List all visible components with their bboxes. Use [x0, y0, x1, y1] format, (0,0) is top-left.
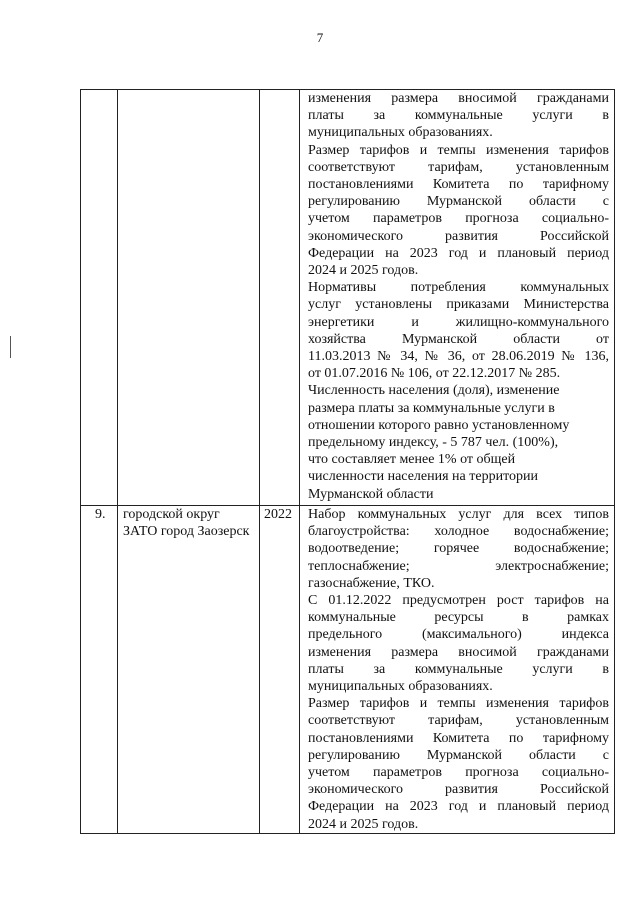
text-line: учетом параметров прогноза социально-: [308, 765, 609, 781]
cell-description: [300, 90, 615, 506]
text-line: хозяйства Мурманской области от: [308, 331, 609, 347]
text-line: муниципальных образованиях.: [308, 679, 493, 695]
text-line: С 01.12.2022 предусмотрен рост тарифов на: [308, 593, 609, 609]
text-line: численности населения на территории: [308, 469, 538, 485]
text-line: регулированию Мурманской области с: [308, 194, 609, 210]
paragraph: [308, 506, 609, 592]
text-line: платы за коммунальные услуги в: [308, 108, 609, 124]
text-line: учетом параметров прогноза социально-: [308, 211, 609, 227]
text-line: платы за коммунальные услуги в: [308, 661, 609, 677]
text-line: теплоснабжение; электроснабжение;: [308, 558, 609, 574]
paragraph: [308, 279, 609, 382]
table-row: [81, 506, 615, 834]
text-line: соответствуют тарифам, установленным: [308, 713, 609, 729]
text-line: 2024 и 2025 годов.: [308, 263, 419, 279]
paragraph: [308, 695, 609, 833]
text-line: 11.03.2013 № 34, № 36, от 28.06.2019 № 136,: [308, 349, 609, 365]
cell-number: [81, 90, 118, 506]
text-line: постановлениями Комитета по тарифному: [308, 177, 609, 193]
text-line: изменения размера вносимой гражданами: [308, 644, 609, 660]
text-line: предельного (максимального) индекса: [308, 627, 609, 643]
text-line: Мурманской области: [308, 486, 434, 502]
paragraph: [308, 142, 609, 280]
text-line: постановлениями Комитета по тарифному: [308, 730, 609, 746]
text-line: экономического развития Российской: [308, 782, 609, 798]
cell-municipality: городской округ ЗАТО город Заозерск: [118, 506, 260, 834]
text-line: Размер тарифов и темпы изменения тарифов: [308, 696, 609, 712]
text-line: энергетики и жилищно-коммунального: [308, 314, 609, 330]
paragraph: [308, 382, 609, 502]
text-line: Нормативы потребления коммунальных: [308, 280, 609, 296]
text-line: благоустройства: холодное водоснабжение;: [308, 524, 609, 540]
description-text: [308, 90, 609, 503]
cell-year: [260, 90, 300, 506]
scan-margin-mark: [10, 336, 11, 358]
text-line: Набор коммунальных услуг для всех типов: [308, 507, 609, 522]
text-line: экономического развития Российской: [308, 228, 609, 244]
cell-description: [300, 506, 615, 834]
cell-municipality: [118, 90, 260, 506]
text-line: изменения размера вносимой гражданами: [308, 91, 609, 106]
table-row-continued: [81, 90, 615, 506]
text-line: Федерации на 2023 год и плановый период: [308, 799, 609, 815]
text-line: Федерации на 2023 год и плановый период: [308, 245, 609, 261]
text-line: водоотведение; горячее водоснабжение;: [308, 541, 609, 557]
text-line: газоснабжение, ТКО.: [308, 575, 435, 591]
text-line: что составляет менее 1% от общей: [308, 452, 516, 468]
text-line: коммунальные ресурсы в рамках: [308, 610, 609, 626]
text-line: Размер тарифов и темпы изменения тарифов: [308, 142, 609, 158]
text-line: муниципальных образованиях.: [308, 125, 493, 141]
text-line: размера платы за коммунальные услуги в: [308, 400, 555, 416]
paragraph: [308, 90, 609, 142]
cell-year: 2022: [260, 506, 300, 834]
text-line: Численность населения (доля), изменение: [308, 383, 560, 399]
text-line: 2024 и 2025 годов.: [308, 816, 419, 832]
paragraph: [308, 592, 609, 695]
text-line: соответствуют тарифам, установленным: [308, 159, 609, 175]
text-line: от 01.07.2016 № 106, от 22.12.2017 № 285.: [308, 366, 561, 382]
text-line: предельному индексу, - 5 787 чел. (100%),: [308, 435, 559, 451]
tariff-table: [80, 89, 615, 834]
text-line: отношении которого равно установленному: [308, 417, 570, 433]
page-number: 7: [316, 30, 324, 45]
text-line: услуг установлены приказами Министерства: [308, 297, 609, 313]
text-line: регулированию Мурманской области с: [308, 747, 609, 763]
description-text: [308, 506, 609, 833]
cell-number: 9.: [81, 506, 118, 834]
